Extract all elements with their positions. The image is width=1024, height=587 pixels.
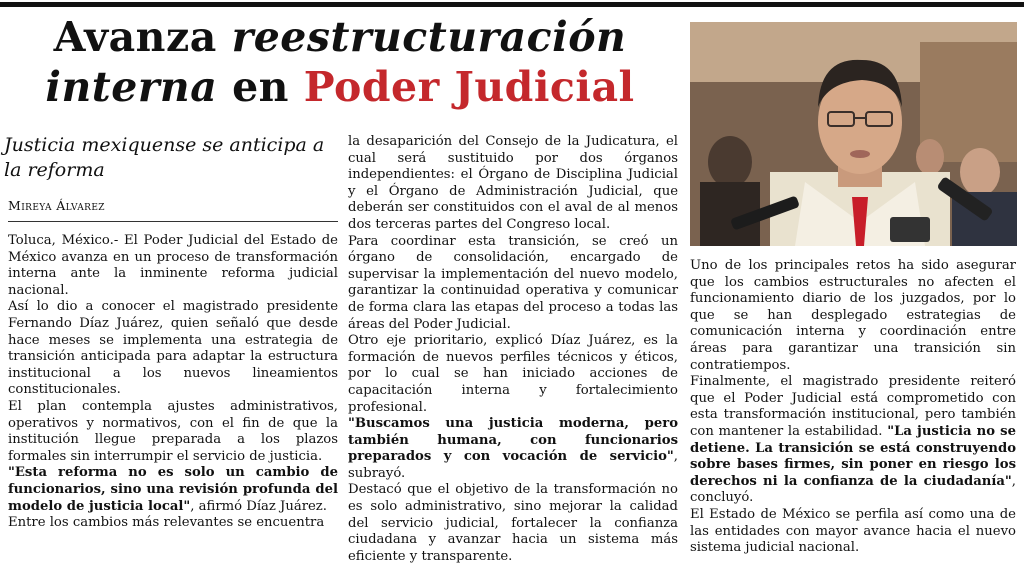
column-3 — [690, 258, 1016, 557]
paragraph: Entre los cambios más relevantes se encuentra — [8, 515, 325, 531]
quote-attribution: , subrayó. — [348, 449, 678, 481]
quote: "Esta reforma no es solo un cambio de funcionarios, sino una revisión profunda del modelo de justicia local" — [8, 465, 338, 514]
paragraph: Así lo dio a conocer el magistrado presidente Fernando Díaz Juárez, quien señaló que desde hace meses se implementa una estrategia de transición anticipada para adaptar la estructura institucional a los nuevos lineamientos constitucionales. — [8, 299, 338, 398]
quote: "La justicia no se detiene. La transición se está construyendo sobre bases firmes, sin poner en riesgo los derechos ni la confianza de la ciudadanía" — [690, 423, 1017, 489]
paragraph: Otro eje prioritario, explicó Díaz Juárez, es la formación de nuevos perfiles técnicos y éticos, por lo cual se han iniciado acciones de capacitación interna y fortalecimiento profesional. — [348, 333, 678, 415]
paragraph-lead: Finalmente, el magistrado presidente reiteró que el Poder Judicial está comprometido con esta transformación institucional, pero también con mantener la estabilidad. — [690, 374, 1016, 439]
headline-part-2: reestructuración — [231, 13, 627, 61]
headline-part-3: interna — [45, 63, 218, 111]
headline — [4, 12, 676, 112]
paragraph: Uno de los principales retos ha sido asegurar que los cambios estructurales no afecten el funcionamiento diario de los juzgados, por lo que se han desplegado estrategias de comunicación interna y coordinación entre áreas para garantizar una transición sin contratiempos. — [690, 258, 1016, 373]
headline-part-4: en — [217, 63, 304, 111]
paragraph-quote — [690, 374, 1016, 507]
paragraph: El Estado de México se perfila así como una de las entidades con mayor avance hacia el nuevo sistema judicial nacional. — [690, 506, 1016, 556]
paragraph: El plan contempla ajustes administrativos, operativos y normativos, con el fin de que la institución llegue preparada a los plazos formales sin interrumpir el servicio de justicia. — [8, 398, 338, 464]
paragraph: Para coordinar esta transición, se creó un órgano de consolidación, encargado de supervisar la implementación del nuevo modelo, garantizar la continuidad operativa y comunicar de forma clara las etapas del proceso a todas las áreas del Poder Judicial. — [348, 233, 678, 332]
article-photo — [690, 22, 1017, 246]
paragraph-quote — [348, 416, 678, 482]
headline-part-1: Avanza — [53, 13, 232, 61]
top-rule — [0, 2, 1024, 7]
column-1 — [8, 233, 338, 532]
paragraph: Destacó que el objetivo de la transformación no es solo administrativo, sino mejorar la calidad del servicio judicial, fortalecer la confianza ciudadana y avanzar hacia un sistema más eficiente y transparente. — [348, 482, 678, 564]
column-2 — [348, 134, 678, 565]
paragraph-quote — [8, 465, 338, 515]
quote-attribution: , afirmó Díaz Juárez. — [190, 498, 327, 514]
paragraph: Toluca, México.- El Poder Judicial del Estado de México avanza en un proceso de transformación interna ante la inminente reforma judicial nacional. — [8, 233, 338, 298]
byline: Mireya Álvarez — [8, 198, 338, 222]
quote-attribution: , concluyó. — [690, 473, 1016, 506]
headline-part-5: Poder Judicial — [303, 63, 635, 111]
photo-illustration — [690, 22, 1017, 246]
subtitle: Justicia mexiquense se anticipa a la reforma — [4, 134, 325, 181]
quote: "Buscamos una justicia moderna, pero también humana, con funcionarios preparados y con vocación de servicio" — [348, 416, 678, 465]
paragraph: la desaparición del Consejo de la Judicatura, el cual será sustituido por dos órganos independientes: el Órgano de Disciplina Judicial y el Órgano de Administración Judicial, que deberán ser constituidos con el aval de al menos dos terceras partes del Congreso local. — [348, 134, 678, 232]
